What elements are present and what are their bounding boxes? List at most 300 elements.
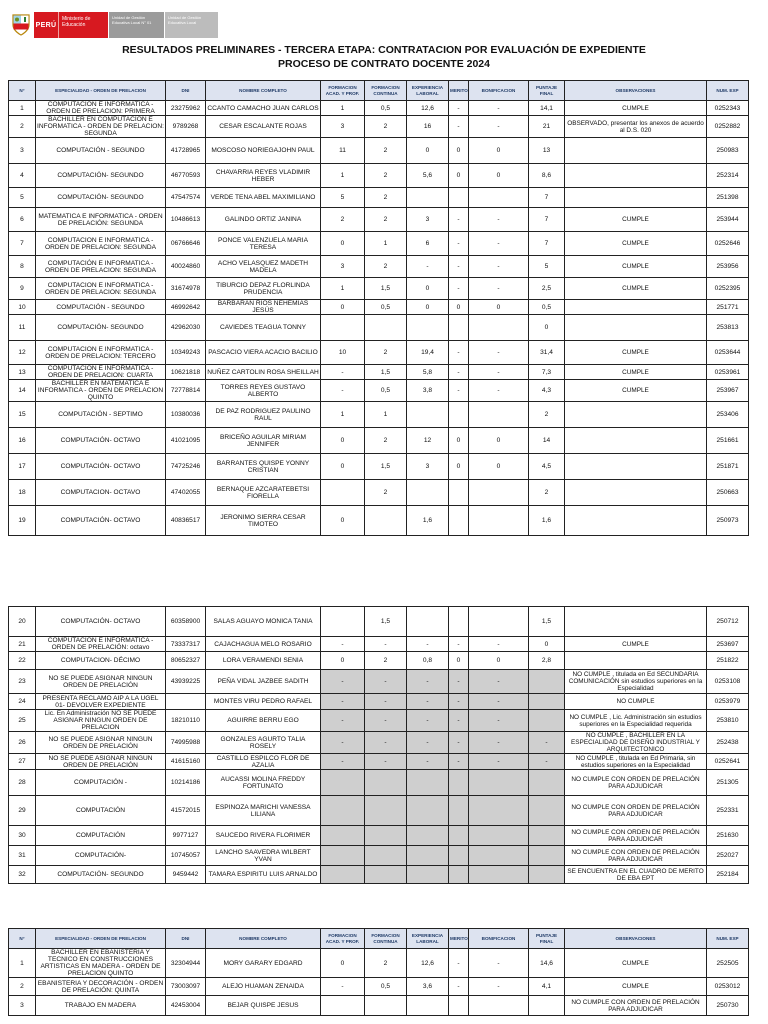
cell-specialty: NO SE PUEDE ASIGNAR NINGUN ORDEN DE PRELACIÓN <box>36 754 166 770</box>
column-header-file-number: NUM. EXP <box>707 81 749 101</box>
cell-dni: 06766646 <box>166 232 206 256</box>
column-header-specialty: ESPECIALIDAD - ORDEN DE PRELACION <box>36 929 166 949</box>
cell-final-score <box>529 710 565 732</box>
cell-observations <box>565 480 707 506</box>
cell-row-number: 2 <box>9 978 36 996</box>
cell-row-number: 24 <box>9 694 36 710</box>
cell-academic-training: - <box>321 754 365 770</box>
cell-bonus <box>469 315 529 341</box>
cell-academic-training: 1 <box>321 101 365 116</box>
cell-work-experience <box>407 188 449 208</box>
cell-row-number: 25 <box>9 710 36 732</box>
cell-full-name: AUCASSI MOLINA FREDDY FORTUNATO <box>206 770 321 796</box>
column-header-work-experience: EXPERIENCIA LABORAL <box>407 81 449 101</box>
cell-work-experience <box>407 315 449 341</box>
cell-merit: 0 <box>449 652 469 670</box>
cell-bonus <box>469 607 529 637</box>
table-row <box>9 732 749 754</box>
cell-bonus: 0 <box>469 164 529 188</box>
cell-bonus <box>469 188 529 208</box>
cell-academic-training: - <box>321 710 365 732</box>
column-header-dni: DNI <box>166 929 206 949</box>
cell-academic-training: 0 <box>321 506 365 536</box>
cell-final-score: 1,6 <box>529 506 565 536</box>
country-label: PERÚ <box>34 12 58 38</box>
cell-file-number: 251871 <box>707 454 749 480</box>
cell-final-score: 0 <box>529 315 565 341</box>
cell-bonus <box>469 506 529 536</box>
cell-bonus: 0 <box>469 300 529 315</box>
cell-academic-training: - <box>321 380 365 402</box>
cell-file-number: 251630 <box>707 826 749 846</box>
cell-work-experience: 0 <box>407 138 449 164</box>
cell-dni <box>166 694 206 710</box>
cell-dni: 73337317 <box>166 637 206 652</box>
cell-dni: 72778814 <box>166 380 206 402</box>
cell-merit: - <box>449 116 469 138</box>
cell-file-number: 251398 <box>707 188 749 208</box>
cell-merit: - <box>449 101 469 116</box>
cell-work-experience: - <box>407 710 449 732</box>
cell-file-number: 0253108 <box>707 670 749 694</box>
cell-row-number: 5 <box>9 188 36 208</box>
cell-row-number: 28 <box>9 770 36 796</box>
cell-specialty: COMPUTACION E INFORMATICA - ORDEN DE PRELACION: CUARTA <box>36 365 166 380</box>
cell-academic-training <box>321 826 365 846</box>
cell-merit: - <box>449 232 469 256</box>
cell-observations: CUMPLE <box>565 341 707 365</box>
table-row <box>9 506 749 536</box>
cell-final-score: 31,4 <box>529 341 565 365</box>
cell-file-number: 253697 <box>707 637 749 652</box>
table-row <box>9 341 749 365</box>
column-header-merit: MERITO <box>449 929 469 949</box>
cell-specialty: COMPUTACIÓN- SEGUNDO <box>36 866 166 884</box>
cell-specialty: NO SE PUEDE ASIGNAR NINGUN ORDEN DE PRELACIÓN <box>36 670 166 694</box>
cell-file-number: 0252343 <box>707 101 749 116</box>
cell-final-score <box>529 846 565 866</box>
cell-full-name: PEÑA VIDAL JAZBEE SADITH <box>206 670 321 694</box>
cell-dni: 43939225 <box>166 670 206 694</box>
cell-row-number: 10 <box>9 300 36 315</box>
cell-specialty: COMPUTACIÓN- SEGUNDO <box>36 164 166 188</box>
cell-dni: 46992642 <box>166 300 206 315</box>
cell-file-number: 250973 <box>707 506 749 536</box>
table-row <box>9 365 749 380</box>
cell-full-name: GONZALES AGURTO TALIA ROSELY <box>206 732 321 754</box>
cell-dni: 40024860 <box>166 256 206 278</box>
column-header-file-number: NUM. EXP <box>707 929 749 949</box>
cell-dni: 42453004 <box>166 996 206 1016</box>
cell-bonus: - <box>469 978 529 996</box>
cell-work-experience <box>407 796 449 826</box>
cell-work-experience: 5,8 <box>407 365 449 380</box>
cell-row-number: 30 <box>9 826 36 846</box>
cell-row-number: 14 <box>9 380 36 402</box>
cell-continuing-training <box>365 315 407 341</box>
cell-full-name: PONCE VALENZUELA MARIA TERESA <box>206 232 321 256</box>
cell-dni: 32304944 <box>166 949 206 978</box>
agency-label: Unidad de Gestión Educativa Local N° 01 <box>108 12 164 38</box>
cell-full-name: CASTILLO ESPILCO FLOR DE AZALIA <box>206 754 321 770</box>
column-header-final-score: PUNTAJE FINAL <box>529 929 565 949</box>
cell-file-number: 252184 <box>707 866 749 884</box>
cell-dni: 47402055 <box>166 480 206 506</box>
cell-final-score <box>529 770 565 796</box>
cell-dni: 42962030 <box>166 315 206 341</box>
cell-observations: SE ENCUENTRA EN EL CUADRO DE MERITO DE EBA EPT <box>565 866 707 884</box>
cell-bonus: - <box>469 710 529 732</box>
cell-specialty: COMPUTACIÓN- <box>36 846 166 866</box>
cell-final-score: 7,3 <box>529 365 565 380</box>
cell-work-experience: 16 <box>407 116 449 138</box>
cell-continuing-training <box>365 866 407 884</box>
cell-full-name: GALINDO ORTIZ JANINA <box>206 208 321 232</box>
cell-academic-training: 0 <box>321 300 365 315</box>
cell-file-number: 251305 <box>707 770 749 796</box>
cell-merit: 0 <box>449 428 469 454</box>
cell-file-number: 251822 <box>707 652 749 670</box>
cell-continuing-training <box>365 846 407 866</box>
cell-final-score: 7 <box>529 208 565 232</box>
cell-merit: - <box>449 694 469 710</box>
cell-observations: NO CUMPLE CON ORDEN DE PRELACIÓN PARA ADJUDICAR <box>565 846 707 866</box>
cell-full-name: BERNAQUE AZCARATEBETSI FIORELLA <box>206 480 321 506</box>
cell-observations: CUMPLE <box>565 949 707 978</box>
cell-file-number: 251661 <box>707 428 749 454</box>
column-header-final-score: PUNTAJE FINAL <box>529 81 565 101</box>
cell-merit <box>449 315 469 341</box>
table-row <box>9 232 749 256</box>
cell-dni: 10214186 <box>166 770 206 796</box>
cell-final-score: - <box>529 732 565 754</box>
cell-academic-training: 0 <box>321 232 365 256</box>
cell-row-number: 1 <box>9 101 36 116</box>
cell-file-number: 251771 <box>707 300 749 315</box>
cell-academic-training <box>321 770 365 796</box>
cell-full-name: CAJACHAGUA MELO ROSARIO <box>206 637 321 652</box>
cell-specialty: COMPUTACIÓN- OCTAVO <box>36 607 166 637</box>
cell-merit <box>449 188 469 208</box>
cell-continuing-training: 2 <box>365 208 407 232</box>
column-header-work-experience: EXPERIENCIA LABORAL <box>407 929 449 949</box>
cell-observations: NO CUMPLE , titulada en Ed Primaria, sin estudios superiores en la Especialidad <box>565 754 707 770</box>
cell-observations <box>565 506 707 536</box>
cell-file-number: 0252641 <box>707 754 749 770</box>
cell-dni: 10486613 <box>166 208 206 232</box>
cell-specialty: COMPUTACION- OCTAVO <box>36 480 166 506</box>
cell-dni: 41572015 <box>166 796 206 826</box>
cell-specialty: COMPUTACIÓN - SEPTIMO <box>36 402 166 428</box>
cell-bonus: 0 <box>469 138 529 164</box>
cell-observations: CUMPLE <box>565 365 707 380</box>
cell-academic-training: 5 <box>321 188 365 208</box>
cell-work-experience <box>407 846 449 866</box>
cell-row-number: 3 <box>9 996 36 1016</box>
table-row <box>9 101 749 116</box>
table-row <box>9 164 749 188</box>
cell-file-number: 253967 <box>707 380 749 402</box>
cell-work-experience: - <box>407 732 449 754</box>
cell-row-number: 12 <box>9 341 36 365</box>
cell-merit: - <box>449 278 469 300</box>
cell-work-experience <box>407 402 449 428</box>
cell-full-name: LANCHO SAAVEDRA WILBERT YVAN <box>206 846 321 866</box>
cell-merit <box>449 506 469 536</box>
column-header-full-name: NOMBRE COMPLETO <box>206 929 321 949</box>
cell-row-number: 6 <box>9 208 36 232</box>
cell-row-number: 19 <box>9 506 36 536</box>
cell-specialty: COMPUTACIÓN - <box>36 770 166 796</box>
cell-bonus <box>469 846 529 866</box>
cell-dni: 9459442 <box>166 866 206 884</box>
cell-continuing-training: - <box>365 754 407 770</box>
cell-academic-training: - <box>321 670 365 694</box>
cell-bonus: - <box>469 341 529 365</box>
cell-observations: CUMPLE <box>565 232 707 256</box>
cell-continuing-training: 1 <box>365 232 407 256</box>
cell-row-number: 9 <box>9 278 36 300</box>
cell-bonus: - <box>469 637 529 652</box>
cell-final-score: 13 <box>529 138 565 164</box>
cell-continuing-training: 2 <box>365 164 407 188</box>
cell-full-name: BRICEÑO AGUILAR MIRIAM JENNIFER <box>206 428 321 454</box>
cell-merit: - <box>449 670 469 694</box>
cell-full-name: NUÑEZ CARTOLIN ROSA SHEILLAH <box>206 365 321 380</box>
cell-bonus: - <box>469 208 529 232</box>
cell-full-name: LORA VERAMENDI SENIA <box>206 652 321 670</box>
cell-final-score: 2 <box>529 402 565 428</box>
cell-final-score <box>529 694 565 710</box>
cell-bonus <box>469 402 529 428</box>
cell-final-score: 2,8 <box>529 652 565 670</box>
cell-merit <box>449 796 469 826</box>
cell-full-name: TAMARA ESPIRITU LUIS ARNALDO <box>206 866 321 884</box>
cell-full-name: CESAR ESCALANTE ROJAS <box>206 116 321 138</box>
cell-academic-training: 11 <box>321 138 365 164</box>
cell-work-experience <box>407 480 449 506</box>
cell-continuing-training: 2 <box>365 480 407 506</box>
cell-continuing-training <box>365 826 407 846</box>
cell-row-number: 4 <box>9 164 36 188</box>
cell-specialty: Lic. En Administración NO SE PUEDE ASIGNAR NINGUN ORDEN DE PRELACION <box>36 710 166 732</box>
cell-continuing-training <box>365 796 407 826</box>
cell-specialty: COMPUTACIÓN E INFORMATICA - ORDEN DE PRELACION: SEGUNDA <box>36 256 166 278</box>
cell-academic-training <box>321 315 365 341</box>
cell-file-number: 253956 <box>707 256 749 278</box>
cell-observations: NO CUMPLE , BACHILLER EN LA ESPECIALIDAD DE DISEÑO INDUSTRIAL Y ARQUITECTONICO <box>565 732 707 754</box>
cell-work-experience <box>407 607 449 637</box>
cell-final-score: 7 <box>529 188 565 208</box>
cell-work-experience: - <box>407 637 449 652</box>
cell-dni: 73003097 <box>166 978 206 996</box>
unit-label: Unidad de Gestión Educativa Local <box>164 12 218 38</box>
cell-specialty: COMPUTACIÓN- OCTAVO <box>36 428 166 454</box>
table-row <box>9 770 749 796</box>
cell-work-experience: 12,6 <box>407 101 449 116</box>
cell-continuing-training: 2 <box>365 428 407 454</box>
cell-merit: 0 <box>449 454 469 480</box>
page-title: RESULTADOS PRELIMINARES - TERCERA ETAPA: CONTRATACION POR EVALUACIÓN DE EXPEDIENTE <box>122 44 646 56</box>
cell-work-experience: - <box>407 256 449 278</box>
cell-final-score: 0,5 <box>529 300 565 315</box>
column-header-dni: DNI <box>166 81 206 101</box>
cell-bonus: - <box>469 670 529 694</box>
cell-academic-training <box>321 607 365 637</box>
cell-specialty: COMPUTACIÓN- OCTAVO <box>36 454 166 480</box>
table-row <box>9 670 749 694</box>
cell-academic-training: - <box>321 365 365 380</box>
cell-work-experience: 19,4 <box>407 341 449 365</box>
ministry-label: Ministerio de Educación <box>58 12 108 38</box>
cell-final-score: 5 <box>529 256 565 278</box>
cell-file-number: 252331 <box>707 796 749 826</box>
cell-bonus <box>469 770 529 796</box>
cell-work-experience: 0 <box>407 300 449 315</box>
cell-row-number: 7 <box>9 232 36 256</box>
cell-observations <box>565 652 707 670</box>
table-row <box>9 710 749 732</box>
cell-file-number: 252438 <box>707 732 749 754</box>
cell-merit: - <box>449 710 469 732</box>
cell-observations: CUMPLE <box>565 380 707 402</box>
cell-final-score <box>529 866 565 884</box>
cell-merit: - <box>449 256 469 278</box>
cell-merit: - <box>449 978 469 996</box>
cell-row-number: 32 <box>9 866 36 884</box>
cell-observations: CUMPLE <box>565 256 707 278</box>
table-row <box>9 138 749 164</box>
cell-continuing-training: - <box>365 732 407 754</box>
cell-full-name: TIBURCIO DEPAZ FLORLINDA PRUDENCIA <box>206 278 321 300</box>
cell-merit: - <box>449 949 469 978</box>
cell-specialty: COMPUTACIÓN - SEGUNDO <box>36 138 166 164</box>
cell-specialty: COMPUTACIÓN- SEGUNDO <box>36 315 166 341</box>
cell-observations: OBSERVADO, presentar los anexos de acuerdo al D.S. 020 <box>565 116 707 138</box>
cell-final-score: 1,5 <box>529 607 565 637</box>
cell-observations: NO CUMPLE CON ORDEN DE PRELACIÓN PARA ADJUDICAR <box>565 996 707 1016</box>
cell-observations: CUMPLE <box>565 978 707 996</box>
cell-file-number: 0252882 <box>707 116 749 138</box>
cell-work-experience: 12,6 <box>407 949 449 978</box>
page-subtitle: PROCESO DE CONTRATO DOCENTE 2024 <box>278 58 490 70</box>
cell-row-number: 26 <box>9 732 36 754</box>
cell-merit: - <box>449 380 469 402</box>
cell-dni: 41021095 <box>166 428 206 454</box>
column-header-specialty: ESPECIALIDAD - ORDEN DE PRELACION <box>36 81 166 101</box>
cell-row-number: 1 <box>9 949 36 978</box>
cell-file-number: 0253979 <box>707 694 749 710</box>
cell-full-name: JERONIMO SIERRA CESAR TIMOTEO <box>206 506 321 536</box>
peru-coat-of-arms-icon <box>8 12 34 38</box>
cell-bonus: - <box>469 754 529 770</box>
cell-observations: CUMPLE <box>565 208 707 232</box>
cell-dni: 18210110 <box>166 710 206 732</box>
cell-final-score: 4,1 <box>529 978 565 996</box>
cell-merit <box>449 607 469 637</box>
table-row <box>9 978 749 996</box>
cell-merit: - <box>449 208 469 232</box>
cell-dni: 9789268 <box>166 116 206 138</box>
cell-dni: 47547574 <box>166 188 206 208</box>
cell-merit <box>449 866 469 884</box>
cell-observations <box>565 300 707 315</box>
cell-specialty: PRESENTA RECLAMO AIP A LA UGEL 01- DEVOLVER EXPEDIENTE <box>36 694 166 710</box>
cell-continuing-training: - <box>365 670 407 694</box>
cell-observations: NO CUMPLE , Lic. Administración sin estudios superiores en la Especialidad requerida <box>565 710 707 732</box>
cell-bonus <box>469 866 529 884</box>
cell-specialty: COMPUTACION E INFORMATICA - ORDEN DE PRELACION: PRIMERA <box>36 101 166 116</box>
cell-work-experience: 3,8 <box>407 380 449 402</box>
cell-bonus: - <box>469 694 529 710</box>
cell-work-experience <box>407 826 449 846</box>
column-header-observations: OBSERVACIONES <box>565 81 707 101</box>
cell-academic-training: 2 <box>321 208 365 232</box>
cell-row-number: 8 <box>9 256 36 278</box>
cell-academic-training: 1 <box>321 278 365 300</box>
cell-full-name: BARRANTES QUISPE YONNY CRISTIAN <box>206 454 321 480</box>
cell-row-number: 18 <box>9 480 36 506</box>
cell-continuing-training: 0,5 <box>365 380 407 402</box>
table-row <box>9 754 749 770</box>
cell-dni: 10349243 <box>166 341 206 365</box>
cell-continuing-training: 1,5 <box>365 454 407 480</box>
table-row <box>9 866 749 884</box>
cell-specialty: TRABAJO EN MADERA <box>36 996 166 1016</box>
cell-work-experience <box>407 770 449 796</box>
cell-final-score: 14,1 <box>529 101 565 116</box>
cell-merit: - <box>449 341 469 365</box>
cell-observations: CUMPLE <box>565 637 707 652</box>
cell-bonus: - <box>469 116 529 138</box>
cell-dni: 74725246 <box>166 454 206 480</box>
cell-dni: 40836517 <box>166 506 206 536</box>
cell-academic-training: 3 <box>321 256 365 278</box>
column-header-merit: MERITO <box>449 81 469 101</box>
cell-full-name: MONTES VIRU PEDRO RAFAEL <box>206 694 321 710</box>
cell-full-name: AGUIRRE BERRU EGO <box>206 710 321 732</box>
cell-work-experience: 5,6 <box>407 164 449 188</box>
cell-continuing-training: 0,5 <box>365 978 407 996</box>
cell-row-number: 15 <box>9 402 36 428</box>
column-header-bonus: BONIFICACION <box>469 929 529 949</box>
cell-file-number: 253406 <box>707 402 749 428</box>
cell-row-number: 21 <box>9 637 36 652</box>
cell-final-score: 2 <box>529 480 565 506</box>
cell-specialty: COMPUTACIÓN - SEGUNDO <box>36 300 166 315</box>
cell-merit: 0 <box>449 164 469 188</box>
table-row <box>9 315 749 341</box>
column-header-observations: OBSERVACIONES <box>565 929 707 949</box>
cell-row-number: 13 <box>9 365 36 380</box>
cell-file-number: 0253012 <box>707 978 749 996</box>
cell-merit <box>449 996 469 1016</box>
column-header-continuing-training: FORMACION CONTINUA <box>365 81 407 101</box>
cell-final-score: 14 <box>529 428 565 454</box>
cell-file-number: 253813 <box>707 315 749 341</box>
table-row <box>9 428 749 454</box>
cell-bonus: 0 <box>469 428 529 454</box>
cell-specialty: COMPUTACION E INFORMATICA - ORDEN DE PRELACION: TERCERO <box>36 341 166 365</box>
cell-row-number: 16 <box>9 428 36 454</box>
cell-file-number: 250712 <box>707 607 749 637</box>
cell-academic-training: - <box>321 694 365 710</box>
cell-work-experience: 0,8 <box>407 652 449 670</box>
cell-observations: NO CUMPLE CON ORDEN DE PRELACIÓN PARA ADJUDICAR <box>565 826 707 846</box>
cell-full-name: ALEJO HUAMAN ZENAIDA <box>206 978 321 996</box>
cell-work-experience: - <box>407 670 449 694</box>
cell-observations: NO CUMPLE <box>565 694 707 710</box>
